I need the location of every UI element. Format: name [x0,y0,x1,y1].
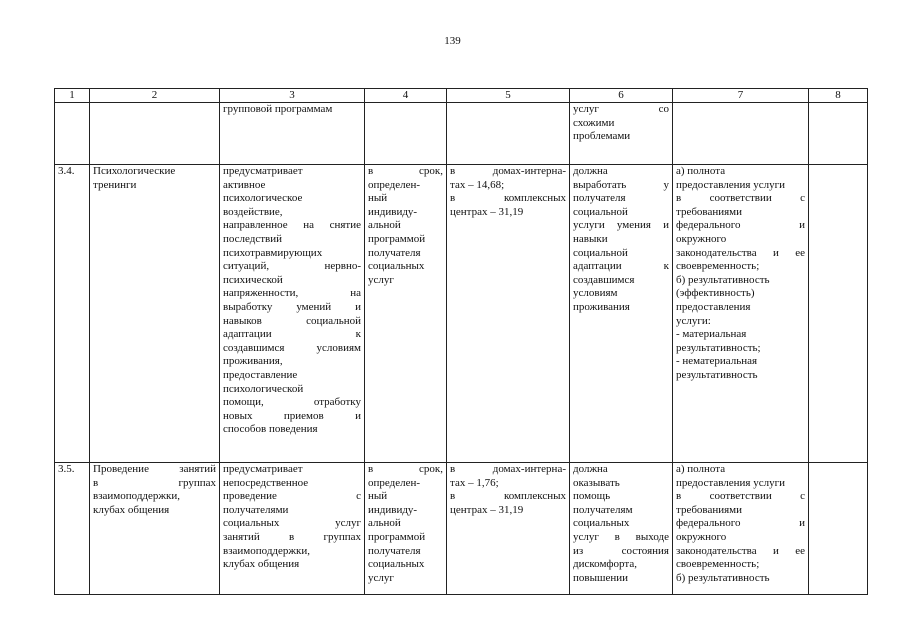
cell-text-line: законодательства и ее [676,544,805,557]
cell-text-line: взаимоподдержки, [223,544,310,557]
service-quality-cell [673,165,809,463]
cell-text-line: федерального и [676,517,805,530]
cell-text-line: требованиями [676,205,743,218]
cell-text-line: Проведение занятий [93,463,216,475]
service-name-cell [90,165,220,463]
cell-text-line: окружного [676,530,727,543]
cell-text-line: в соответствии с [676,192,805,205]
cell-text-line: выработку умений и [223,300,361,313]
cell-text-line: в комплексных [450,490,566,503]
cell-text-line: результативность; [676,341,761,354]
service-result-cell [570,463,673,595]
cell-text-line: предоставления услуги [676,178,785,191]
cell-text-line: психотравмирующих [223,246,323,259]
cell-text-line: требованиями [676,503,743,516]
cell-text-line: тах – 14,68; [450,178,505,191]
service-note-cell [809,103,868,165]
service-term-cell [365,463,447,595]
header-row [55,89,868,103]
service-description-cell [220,103,365,165]
header-cell: 7 [673,89,809,103]
cell-text-line: проживания [573,300,630,313]
table-row [55,103,868,165]
cell-text-line: психологическое [223,192,303,205]
cell-text-line: ный [368,490,388,503]
cell-text-line: услуг [368,571,394,584]
service-quality-cell [673,103,809,165]
cell-text-line: взаимоподдержки, [93,490,180,503]
header-cell: 2 [90,89,220,103]
row-number-cell: 3.4. [55,165,90,463]
cell-text-line: предоставление [223,368,298,381]
cell-text-line: схожими [573,116,615,129]
services-table [54,88,868,595]
service-quality-cell [673,463,809,595]
cell-text-line: социальных услуг [223,517,361,530]
cell-text-line: клубах общения [93,503,170,516]
cell-text-line: тренинги [93,178,137,191]
page-number: 139 [444,35,461,47]
cell-text-line: программой [368,530,426,543]
cell-text-line: а) полнота [676,463,726,475]
service-cost-cell [447,463,570,595]
cell-text-line: предусматривает [223,463,303,475]
cell-text-line: своевременность; [676,260,760,273]
service-cost-cell [447,165,570,463]
cell-text-line: в группах [93,476,216,489]
header-cell: 6 [570,89,673,103]
cell-text-line: Психологические [93,165,176,177]
cell-text-line: навыков социальной [223,314,361,327]
header-cell: 3 [220,89,365,103]
cell-text-line: услуг со [573,103,669,115]
cell-text-line: напряженности, на [223,287,361,300]
cell-text-line: социальной [573,205,628,218]
table-row [55,463,868,595]
service-result-cell [570,103,673,165]
header-cell: 1 [55,89,90,103]
cell-text-line: последствий [223,232,283,245]
cell-text-line: ный [368,192,388,205]
cell-text-line: социальных [368,558,425,571]
cell-text-line: создавшимся условиям [223,341,361,354]
cell-text-line: направленное на снятие [223,219,361,232]
service-result-cell [570,165,673,463]
cell-text-line: проведение с [223,490,361,503]
cell-text-line: проживания, [223,355,283,368]
table-row [55,165,868,463]
cell-text-line: услуг [368,273,394,286]
service-term-cell [365,165,447,463]
cell-text-line: психологической [223,382,304,395]
cell-text-line: навыки [573,232,608,245]
cell-text-line: дискомфорта, [573,558,637,571]
cell-text-line: получателя [368,544,421,557]
cell-text-line: а) полнота [676,165,726,177]
cell-text-line: непосредственное [223,476,309,489]
cell-text-line: в домах-интерна- [450,165,566,177]
cell-text-line: должна [573,165,608,177]
cell-text-line: способов поведения [223,423,318,436]
cell-text-line: в домах-интерна- [450,463,566,475]
cell-text-line: ситуаций, нервно- [223,260,361,273]
cell-text-line: получателями [223,503,289,516]
header-cell: 8 [809,89,868,103]
cell-text-line: условиям [573,287,618,300]
cell-text-line: помощь [573,490,611,503]
cell-text-line: результативность [676,368,758,381]
cell-text-line: альной [368,517,401,530]
cell-text-line: помощи, отработку [223,396,361,409]
cell-text-line: в соответствии с [676,490,805,503]
cell-text-line: занятий в группах [223,530,361,543]
cell-text-line: из состояния [573,544,669,557]
cell-text-line: определен- [368,476,421,489]
cell-text-line: (эффективность) [676,287,755,300]
cell-text-line: б) результативность [676,273,770,286]
cell-text-line: получателям [573,503,633,516]
cell-text-line: оказывать [573,476,620,489]
service-name-cell [90,103,220,165]
cell-text-line: активное [223,178,266,191]
cell-text-line: законодательства и ее [676,246,805,259]
cell-text-line: тах – 1,76; [450,476,499,489]
cell-text-line: выработать у [573,178,669,191]
cell-text-line: воздействие, [223,205,283,218]
cell-text-line: предоставления услуги [676,476,785,489]
header-cell: 4 [365,89,447,103]
cell-text-line: социальных [573,517,630,530]
service-term-cell [365,103,447,165]
cell-text-line: социальных [368,260,425,273]
cell-text-line: групповой программам [223,103,333,115]
cell-text-line: в срок, [368,165,443,177]
cell-text-line: предоставления [676,300,751,313]
service-name-cell [90,463,220,595]
cell-text-line: услуг в выходе [573,530,669,543]
cell-text-line: индивиду- [368,205,418,218]
cell-text-line: адаптации к [573,260,669,273]
cell-text-line: получателя [573,192,626,205]
cell-text-line: окружного [676,232,727,245]
service-description-cell [220,463,365,595]
cell-text-line: федерального и [676,219,805,232]
cell-text-line: - материальная [676,328,747,341]
service-note-cell [809,463,868,595]
cell-text-line: альной [368,219,401,232]
cell-text-line: центрах – 31,19 [450,503,524,516]
cell-text-line: программой [368,232,426,245]
cell-text-line: должна [573,463,608,475]
cell-text-line: определен- [368,178,421,191]
cell-text-line: в комплексных [450,192,566,205]
cell-text-line: в срок, [368,463,443,475]
cell-text-line: получателя [368,246,421,259]
cell-text-line: психической [223,273,283,286]
cell-text-line: создавшимся [573,273,635,286]
header-cell: 5 [447,89,570,103]
cell-text-line: индивиду- [368,503,418,516]
cell-text-line: своевременность; [676,558,760,571]
row-number-cell: 3.5. [55,463,90,595]
cell-text-line: повышении [573,571,628,584]
cell-text-line: услуги: [676,314,711,327]
cell-text-line: услуги умения и [573,219,669,232]
cell-text-line: - нематериальная [676,355,758,368]
row-number-cell [55,103,90,165]
cell-text-line: центрах – 31,19 [450,205,524,218]
service-cost-cell [447,103,570,165]
service-note-cell [809,165,868,463]
cell-text-line: адаптации к [223,328,361,341]
cell-text-line: проблемами [573,130,631,143]
cell-text-line: предусматривает [223,165,303,177]
cell-text-line: клубах общения [223,558,300,571]
cell-text-line: новых приемов и [223,409,361,422]
service-description-cell [220,165,365,463]
cell-text-line: б) результативность [676,571,770,584]
cell-text-line: социальной [573,246,628,259]
